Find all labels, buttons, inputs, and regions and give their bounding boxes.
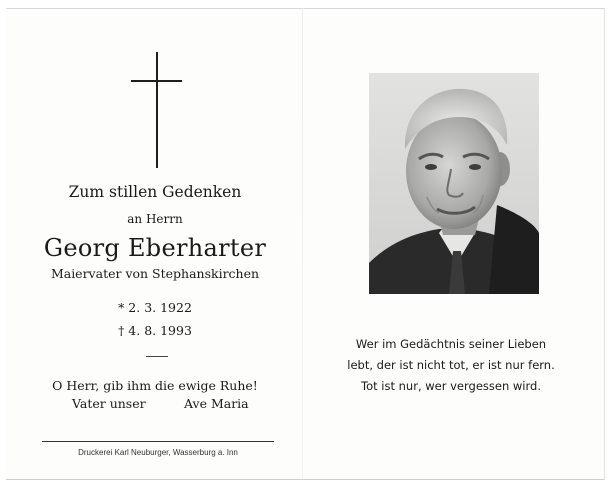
prayer-ave-maria: Ave Maria — [184, 396, 249, 411]
cross-icon — [156, 52, 158, 168]
quote-line-2: lebt, der ist nicht tot, er ist nur fern. — [347, 358, 555, 372]
death-date: † 4. 8. 1993 — [118, 323, 192, 338]
divider — [146, 356, 168, 357]
prayer-line: O Herr, gib ihm die ewige Ruhe! — [52, 378, 258, 393]
portrait-photo — [369, 73, 539, 294]
printer-credit: Druckerei Karl Neuburger, Wasserburg a. Inn — [78, 448, 238, 457]
quote-line-3: Tot ist nur, wer vergessen wird. — [361, 379, 541, 393]
quote-line-1: Wer im Gedächtnis seiner Lieben — [355, 337, 547, 351]
prayer-vater-unser: Vater unser — [72, 396, 146, 411]
memorial-heading: Zum stillen Gedenken — [68, 183, 242, 201]
salutation: an Herrn — [127, 212, 183, 226]
card-fold — [302, 8, 303, 478]
birth-date: * 2. 3. 1922 — [118, 300, 192, 315]
cross-icon-bar — [131, 80, 182, 82]
deceased-title: Maiervater von Stephanskirchen — [50, 266, 260, 281]
deceased-name: Georg Eberharter — [43, 234, 267, 262]
footer-rule — [42, 441, 274, 442]
